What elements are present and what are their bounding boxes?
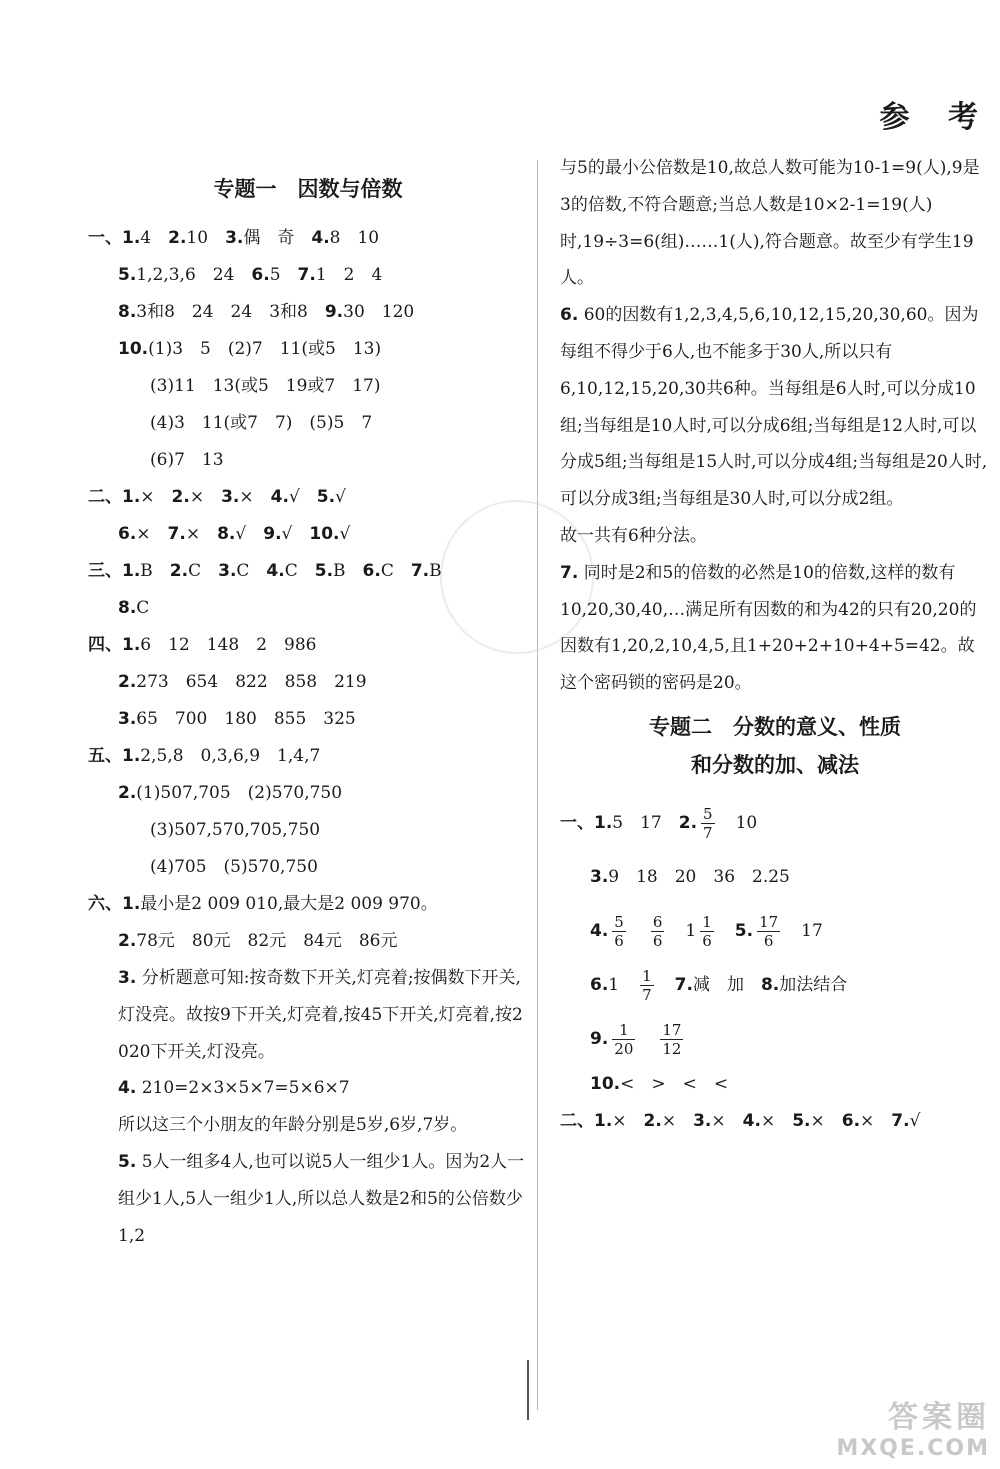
answer-text: C (136, 598, 150, 618)
answer-6-5-continued: 与5的最小公倍数是10,故总人数可能为10-1=9(人),9是3的倍数,不符合题意;当总人数是10×2-1=19(人)时,19÷3=6(组)……1(人),符合题意。故至少有学生19人。 (560, 158, 980, 289)
answer-number: 8. (118, 302, 137, 322)
answer-text: B (333, 561, 363, 581)
answer-text: × (140, 487, 172, 507)
fraction (757, 913, 780, 950)
frac-answer-line-3 (560, 850, 990, 904)
answer-text: (6)7 13 (150, 450, 224, 470)
denominator: 6 (652, 931, 663, 950)
answer-lines (88, 220, 528, 960)
answer-line (88, 627, 528, 664)
answer-number: 7. (891, 1110, 910, 1131)
frac-answer-line-4 (560, 904, 990, 958)
numerator: 1 (702, 912, 712, 931)
answer-text: 减 加 (692, 974, 761, 995)
frac-answer-line-10 (560, 1066, 990, 1103)
answer-number: 2. (168, 228, 187, 248)
answer-line (88, 368, 528, 405)
column-divider (537, 160, 538, 1410)
answer-text: 65 700 180 855 325 (136, 709, 356, 729)
answer-number: 7. (560, 562, 579, 583)
answer-number: 7. (167, 524, 186, 544)
answer-number: 4. (270, 487, 289, 507)
answer-text: × (185, 524, 218, 544)
answer-number: 10. (590, 1073, 621, 1094)
answer-line (88, 664, 528, 701)
answer-line (88, 812, 528, 849)
section-title-1: 专题一 因数与倍数 (213, 177, 403, 201)
answer-6-4 (88, 1070, 528, 1144)
answer-text: √ (281, 524, 310, 544)
denominator: 7 (703, 823, 713, 842)
answer-text: < > < < (620, 1073, 729, 1094)
watermark-text: 答案圈 (888, 1400, 990, 1435)
left-column (88, 170, 528, 1254)
answer-text: × (860, 1110, 892, 1131)
answer-number: 7. (674, 974, 693, 995)
answer-line (88, 923, 528, 960)
answer-number: 9. (590, 1028, 609, 1049)
answer-text: × (239, 487, 271, 507)
numerator: 17 (662, 1020, 682, 1039)
answer-text: √ (339, 524, 351, 544)
answer-line (88, 479, 528, 516)
numerator: 17 (759, 912, 779, 931)
answer-text: × (189, 487, 222, 507)
answer-text: 故一共有6种分法。 (560, 525, 707, 546)
answer-text: √ (335, 487, 346, 507)
answer-number: 一、1. (88, 228, 141, 248)
answer-text: √ (288, 487, 317, 507)
answer-number: 10. (309, 524, 340, 544)
answer-line (88, 738, 528, 775)
section-title-2: 专题二 分数的意义、性质 (649, 714, 901, 739)
answer-text: × (661, 1110, 694, 1131)
answer-number: 6. (251, 265, 270, 285)
answer-text: 偶 奇 (243, 228, 312, 248)
answer-line (88, 590, 528, 627)
answer-text: (1)3 5 (2)7 11(或5 13) (148, 339, 382, 359)
answer-line (88, 886, 528, 923)
numerator: 1 (612, 1021, 635, 1040)
frac-answer-line-11 (560, 1103, 990, 1140)
answer-text: 分析题意可知:按奇数下开关,灯亮着;按偶数下开关,灯没亮。故按9下开关,灯亮着,按45下开关,灯亮着,按2 020下开关,灯没亮。 (118, 968, 523, 1062)
answer-text: × (810, 1110, 842, 1131)
answer-text: C (284, 561, 315, 581)
answer-number: 9. (263, 524, 282, 544)
answer-text: × (760, 1110, 793, 1131)
watermark-url: MXQE.COM (836, 1436, 990, 1461)
answer-6-7 (560, 555, 990, 702)
answer-number: 3. (225, 228, 244, 248)
answer-number: 3. (118, 709, 137, 729)
answer-text: 78元 80元 82元 84元 86元 (136, 931, 398, 951)
answer-line (88, 442, 528, 479)
answer-line (88, 553, 528, 590)
answer-number: 8. (217, 524, 236, 544)
answer-text: 同时是2和5的倍数的必然是10的倍数,这样的数有10,20,30,40,…满足所有因数的和为42的只有20,20的因数有1,20,2,10,4,5,且1+20+2+10+4+5=42。故这个密码锁的密码是20。 (560, 562, 977, 694)
answer-line (88, 516, 528, 553)
answer-text: (1)507,705 (2)570,750 (136, 783, 343, 803)
answer-line (88, 775, 528, 812)
answer-6-3 (88, 960, 528, 1070)
answer-6-5 (88, 1144, 528, 1254)
fraction (700, 913, 714, 950)
answer-number: 5. (118, 1151, 137, 1172)
answer-text: 最小是2 009 010,最大是2 009 970。 (140, 894, 438, 914)
answer-text: 3和8 24 24 3和8 (136, 302, 325, 322)
answer-number: 五、1. (88, 746, 141, 766)
answer-number: 7. (410, 561, 430, 581)
answer-number: 6. (362, 561, 381, 581)
answer-number: 4. (742, 1110, 761, 1131)
answer-number: 5. (792, 1110, 811, 1131)
watermark-logo (836, 1392, 990, 1461)
answer-number: 二、1. (560, 1110, 613, 1131)
answer-text: (3)507,570,705,750 (150, 820, 321, 840)
fraction (612, 1021, 635, 1058)
answer-number: 3. (590, 866, 609, 887)
frac-answer-line-9 (560, 1012, 990, 1066)
answer-text: C (380, 561, 411, 581)
answer-number: 8. (760, 974, 780, 995)
answer-text: 5 17 (612, 812, 679, 833)
answer-text: 9 18 20 36 2.25 (608, 866, 790, 887)
answer-text: 1,2,3,6 24 (136, 265, 252, 285)
answer-text: 加法结合 (779, 974, 848, 995)
answer-number: 5. (118, 265, 137, 285)
right-column (560, 150, 990, 1140)
fraction (651, 913, 665, 950)
answer-number: 2. (118, 783, 137, 803)
answer-text: C (188, 561, 219, 581)
fraction (612, 913, 626, 950)
answer-text: 17 (801, 920, 823, 941)
answer-number: 5. (316, 487, 336, 507)
answer-number: 7. (297, 265, 316, 285)
answer-number: 三、1. (88, 561, 141, 581)
denominator: 7 (642, 985, 652, 1004)
answer-number: 2. (118, 931, 137, 951)
answer-6-6 (560, 297, 990, 555)
answer-text: B (429, 561, 442, 581)
whole-number: 1 (685, 920, 697, 941)
answer-text: 30 120 (343, 302, 415, 322)
answer-text: 10 (186, 228, 226, 248)
answer-text: × (612, 1110, 644, 1131)
answer-number: 6. (118, 524, 137, 544)
denominator: 20 (614, 1039, 634, 1058)
numerator: 5 (614, 912, 624, 931)
section-title-2-line2: 和分数的加、减法 (691, 752, 859, 777)
answer-line (88, 405, 528, 442)
answer-number: 9. (324, 302, 344, 322)
answer-text: (4)705 (5)570,750 (150, 857, 318, 877)
fraction (640, 967, 654, 1004)
numerator: 5 (703, 804, 713, 823)
answer-number: 6. (590, 974, 609, 995)
answer-number: 六、1. (88, 894, 141, 914)
answer-line (88, 294, 528, 331)
answer-number: 4. (590, 920, 609, 941)
answer-number: 3. (218, 561, 237, 581)
answer-text: (4)3 11(或7 7) (5)5 7 (150, 413, 373, 433)
answer-number: 一、1. (560, 812, 613, 833)
answer-number: 10. (118, 339, 149, 359)
answer-text: 4 (140, 228, 169, 248)
answer-text: 所以这三个小朋友的年龄分别是5岁,6岁,7岁。 (118, 1115, 468, 1136)
answer-line (88, 331, 528, 368)
answer-text: √ (235, 524, 264, 544)
answer-number: 5. (314, 561, 334, 581)
answer-number: 8. (118, 598, 137, 618)
answer-text: 1 (608, 974, 620, 995)
answer-number: 2. (171, 487, 190, 507)
answer-number: 4. (311, 228, 330, 248)
answer-text: 2,5,8 0,3,6,9 1,4,7 (140, 746, 321, 766)
answer-text: 5人一组多4人,也可以说5人一组少1人。因为2人一组少1人,5人一组少1人,所以总人数是2和5的公倍数少1,2 (118, 1151, 525, 1246)
answer-text: B (140, 561, 170, 581)
answer-number: 6. (560, 305, 579, 326)
answer-number: 4. (118, 1078, 137, 1099)
answer-text: × (711, 1110, 743, 1131)
answer-text: × (136, 524, 168, 544)
fraction (701, 805, 715, 842)
answer-number: 6. (841, 1110, 861, 1131)
numerator: 1 (642, 966, 652, 985)
numerator: 6 (652, 912, 663, 931)
answer-number: 3. (693, 1110, 712, 1131)
frac-answer-line-1 (560, 796, 990, 850)
answer-number: 2. (118, 672, 137, 692)
denominator: 6 (702, 931, 712, 950)
answer-line (88, 257, 528, 294)
answer-text: 8 10 (329, 228, 380, 248)
answer-number: 四、1. (88, 635, 141, 655)
answer-number: 2. (678, 812, 698, 833)
answer-number: 二、1. (88, 487, 141, 507)
denominator: 6 (614, 931, 624, 950)
page-corner-title: 参 考 (879, 100, 992, 135)
answer-text: 273 654 822 858 219 (136, 672, 367, 692)
answer-text: 10 (718, 812, 758, 833)
answer-line (88, 849, 528, 886)
answer-line (88, 220, 528, 257)
frac-answer-line-6 (560, 958, 990, 1012)
answer-text: 1 2 4 (315, 265, 383, 285)
answer-text: √ (909, 1110, 921, 1131)
denominator: 12 (662, 1039, 682, 1058)
denominator: 6 (763, 931, 774, 950)
answer-number: 3. (118, 968, 137, 988)
answer-text: 210=2×3×5×7=5×6×7 (141, 1078, 350, 1099)
answer-text: C (236, 561, 267, 581)
answer-text: (3)11 13(或5 19或7 17) (150, 376, 381, 396)
fraction (660, 1021, 683, 1058)
answer-text: 60的因数有1,2,3,4,5,6,10,12,15,20,30,60。因为每组不得少于6人,也不能多于30人,所以只有6,10,12,15,20,30共6种。当每组是6人时,可以分成10组;当每组是10人时,可以分成6组;当每组是12人时,可以分成5组;当每组是15人时,可以分成4组;当每组是20人时,可以分成3组;当每组是30人时,可以分成2组。 (560, 305, 988, 510)
answer-text: 5 (269, 265, 298, 285)
answer-line (88, 701, 528, 738)
answer-number: 4. (266, 561, 285, 581)
answer-number: 2. (643, 1110, 662, 1131)
answer-text: 6 12 148 2 986 (140, 635, 317, 655)
answer-number: 5. (734, 920, 754, 941)
answer-number: 2. (169, 561, 189, 581)
binding-mark (527, 1360, 529, 1420)
answer-number: 3. (221, 487, 240, 507)
